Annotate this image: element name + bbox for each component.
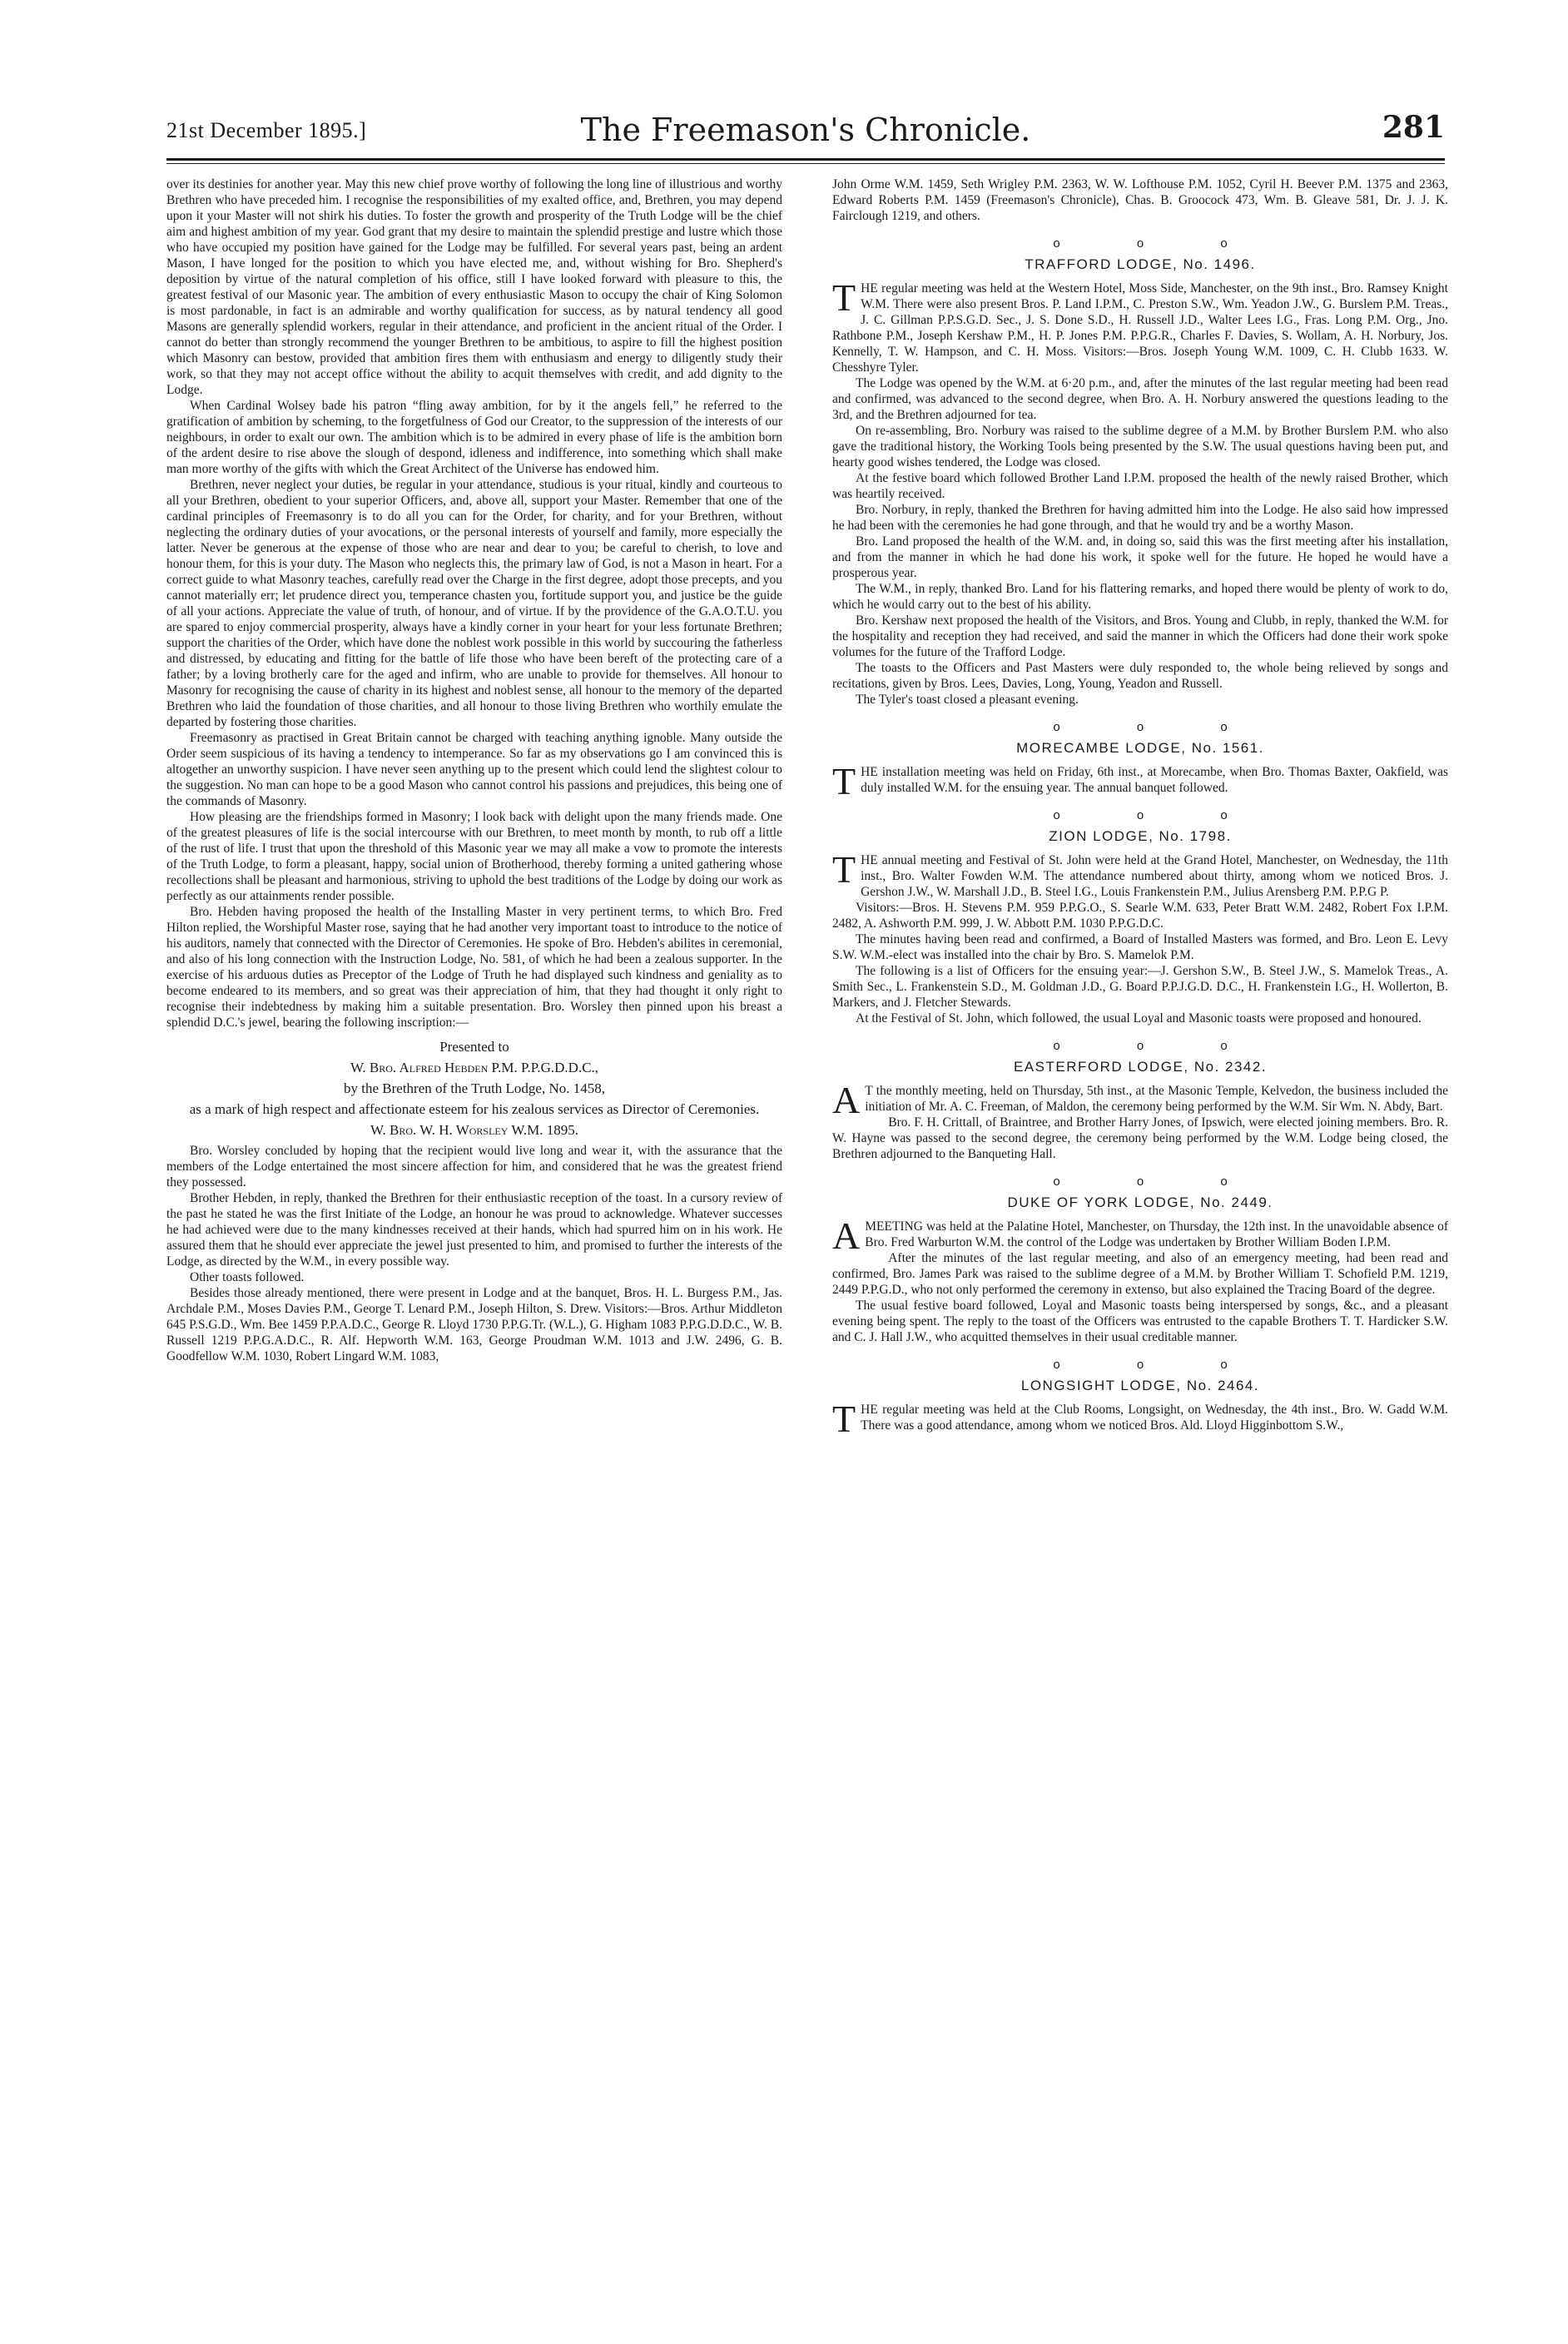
paragraph: When Cardinal Wolsey bade his patron “fling away ambition, for by it the angels fell,” he referred to the gratification of ambition by scheming, to the forgetfulness of God our Creator, to the suppression of the interests of our neighbours, in order to exalt our own. The ambition which is to be admired in every phase of life is the ambition born of the ardent desire to rise above the slough of despond, idleness and indifference, into something which shall make man more worthy of the gifts with which the Great Architect of the Universe has endowed him. xyxy=(166,399,782,476)
lodge-heading: DUKE OF YORK LODGE, No. 2449. xyxy=(1007,1194,1273,1210)
inscription-line: as a mark of high respect and affectionate esteem for his zealous services as Director of Ceremonies. xyxy=(189,1101,760,1117)
lodge-heading: ZION LODGE, No. 1798. xyxy=(1049,828,1232,844)
paragraph: over its destinies for another year. May this new chief prove worthy of following the long line of illustrious and worthy Brethren who have preceded him. I recognise the responsibilities of my exalted office, and, Brethren, you may depend upon it your Master will not shirk his duties. To foster the growth and prosperity of the Truth Lodge will be the chief aim and highest ambition of my year. God grant that my desire to maintain the splendid prestige and lustre which those who have occupied my position have gained for the Lodge may be fulfilled. For several years past, being an ardent Mason, I have longed for the position to which you have elected me, and, without wishing for Bro. Shepherd's deposition by virtue of the natural completion of his office, still I have looked forward with pleasure to this, the greatest festival of our Masonic year. The ambition of every enthusiastic Mason to occupy the chair of King Solomon is most pardonable, in fact is an admirable and worthy qualification for success, as by natural tendency all good Masons are generally splendid workers, regular in their attendance, and proficient in the ancient ritual of the Order. I cannot do better than strongly recommend the younger Brethren to be ambitious, to aspire to fill the highest position which Masonry can bestow, provided that ambition fires them with enthusiasm and energy to diligently study their work, so that they may not accept office without the ability to acquit themselves with credit, and add dignity to the Lodge. xyxy=(166,177,782,397)
paragraph: Bro. Hebden having proposed the health of the Installing Master in very pertinent terms, to which Bro. Fred Hilton replied, the Worshipful Master rose, saying that he had another very important toast to introduce to the notice of his auditors, namely that connected with the Director of Ceremonies. He spoke of Bro. Hebden's abilites in ceremonial, and also of his long connection with the Instruction Lodge, No. 581, of which he had been a zealous supporter. In the exercise of his arduous duties as Preceptor of the Lodge of Truth he had displayed such kindness and geniality as to become endeared to its members, and so great was their appreciation of him, that they had thought it only right to recognise their indebtedness by making him a suitable presentation. Bro. Worsley then pinned upon his breast a splendid D.C.'s jewel, bearing the following inscription:— xyxy=(166,905,782,1030)
paragraph: Other toasts followed. xyxy=(190,1270,305,1284)
inscription-line: W. Bro. W. H. Worsley W.M. 1895. xyxy=(370,1122,578,1138)
section-separator: o o o xyxy=(1053,1358,1264,1372)
paragraph-text: HE regular meeting was held at the Club Rooms, Longsight, on Wednesday, the 4th inst., Bro. W. Gadd W.M. There was a good attendance, among whom we noticed Bros. Ald. Lloyd Higginbottom S.W., xyxy=(861,1403,1448,1433)
paragraph-text: HE regular meeting was held at the Western Hotel, Moss Side, Manchester, on the 9th inst., Bro. Ramsey Knight W.M. There were also present Bros. P. Land I.P.M., C. Preston S.W., Wm. Yeadon J.W., G. Burslem P.M. Treas., J. C. Gillman P.P.S.G.D. Sec., J. S. Done S.D., H. Russell J.D., Walter Lees I.G., Fras. Long P.M. Org., Jno. Rathbone P.M., Joseph Kershaw P.M., H. P. Jones P.M. P.P.G.R., Charles F. Davies, S. Wollam, A. H. Norbury, Jos. Kennelly, T. W. Hampson, and C. H. Moss. Visitors:—Bros. Joseph Young W.M. 1009, C. H. Clubb 1633. W. Chesshyre Tyler. xyxy=(832,281,1448,375)
drop-cap: A xyxy=(832,1079,861,1121)
paragraph: How pleasing are the friendships formed in Masonry; I look back with delight upon the many friends made. One of the greatest pleasures of life is the social intercourse with our Brethren, to meet month by month, to rub off a little of the rust of life. I trust that upon the threshold of this Masonic year we may all make a vow to promote the interests of the Truth Lodge, to form a pleasant, happy, social union of Brotherhood, thereby forming a united gathering whose recollections shall be pleasant and harmonious, striving to uphold the best traditions of the Lodge by doing our work as perfectly as our attainments render possible. xyxy=(166,810,782,903)
jewel-inscription xyxy=(166,1039,782,1138)
paragraph: John Orme W.M. 1459, Seth Wrigley P.M. 2363, W. W. Lofthouse P.M. 1052, Cyril H. Beever P.M. 1375 and 2363, Edward Roberts P.M. 1459 (Freemason's Chronicle), Chas. B. Groocock 473, Wm. B. Gleave 581, Dr. J. J. K. Fairclough 1219, and others. xyxy=(832,177,1448,223)
paragraph: The Tyler's toast closed a pleasant evening. xyxy=(856,693,1079,707)
paragraph: On re-assembling, Bro. Norbury was raised to the sublime degree of a M.M. by Brother Burslem P.M. who also gave the traditional history, the Working Tools being presented by the S.W. The usual questions having been put, and hearty good wishes tendered, the Lodge was closed. xyxy=(832,424,1448,469)
paragraph: The following is a list of Officers for the ensuing year:—J. Gershon S.W., B. Steel J.W., S. Mamelok Treas., A. Smith Sec., L. Frankenstein S.D., M. Goldman J.D., G. Board P.P.J.G.D. D.C., H. Frankenstein I.G., H. Wollerton, B. Markers, and J. Fletcher Stewards. xyxy=(832,964,1448,1010)
paragraph xyxy=(832,276,1448,375)
paragraph: The W.M., in reply, thanked Bro. Land for his flattering remarks, and hoped there would be plenty of work to do, which he would carry out to the best of his ability. xyxy=(832,582,1448,612)
header-rule-thick xyxy=(166,158,1445,161)
paragraph xyxy=(832,1079,1448,1121)
paragraph: Brother Hebden, in reply, thanked the Brethren for their enthusiastic reception of the toast. In a cursory review of the past he stated he was the first Initiate of the Lodge, an honour he was proud to acknowledge. Whatever successes he had achieved were due to the many kindnesses received at their hands, which had spurred him on in his work. He assured them that he should ever appreciate the jewel just presented to him, and promised to further the interests of the Lodge, as directed by the W.M., in every possible way. xyxy=(166,1191,782,1269)
section-separator: o o o xyxy=(1053,720,1264,734)
header-rule-thin xyxy=(166,163,1445,164)
lodge-heading: LONGSIGHT LODGE, No. 2464. xyxy=(1020,1378,1260,1393)
paragraph: Bro. Norbury, in reply, thanked the Brethren for having admitted him into the Lodge. He also said how impressed he had been with the ceremonies he had gone through, and that he would try and be a worthy Mason. xyxy=(832,503,1448,533)
paragraph: The toasts to the Officers and Past Masters were duly responded to, the whole being relieved by songs and recitations, given by Bros. Lees, Davies, Long, Young, Yeadon and Russell. xyxy=(832,661,1448,691)
paragraph: After the minutes of the last regular meeting, and also of an emergency meeting, had been read and confirmed, Bro. James Park was raised to the sublime degree of a M.M. by Brother William T. Schofield P.M. 1219, 2449 P.P.G.D., who not only performed the ceremony in extenso, but also explained the Tracing Board of the degree. xyxy=(832,1251,1448,1297)
section-separator: o o o xyxy=(1053,1039,1264,1053)
lodge-heading: TRAFFORD LODGE, No. 1496. xyxy=(1025,256,1256,272)
section-separator: o o o xyxy=(1053,1174,1264,1189)
paragraph-text: T the monthly meeting, held on Thursday, 5th inst., at the Masonic Temple, Kelvedon, the business included the initiation of Mr. A. C. Freeman, of Maldon, the ceremony being performed by the W.M. Sir Wm. N. Abdy, Bart. xyxy=(865,1084,1448,1114)
paragraph-text: MEETING was held at the Palatine Hotel, Manchester, on Thursday, the 12th inst. In the unavoidable absence of Bro. Fred Warburton W.M. the control of the Lodge was undertaken by Brother William Boden I.P.M. xyxy=(865,1219,1448,1249)
paragraph: Visitors:—Bros. H. Stevens P.M. 959 P.P.G.O., S. Searle W.M. 633, Peter Bratt W.M. 2482, Robert Fox I.P.M. 2482, A. Ashworth P.M. 999, J. W. Abbott P.M. 1030 P.P.G.D.C. xyxy=(832,901,1448,931)
page-number: 281 xyxy=(1382,110,1445,145)
paragraph: The Lodge was opened by the W.M. at 6·20 p.m., and, after the minutes of the last regular meeting had been read and confirmed, was advanced to the second degree, when Bro. A. H. Norbury answered the questions leading to the 3rd, and the Brethren adjourned for tea. xyxy=(832,376,1448,422)
paragraph: Bro. Kershaw next proposed the health of the Visitors, and Bros. Young and Clubb, in reply, thanked the W.M. for the hospitality and reception they had received, and said the manner in which the Officers had done their work spoke volumes for the future of the Trafford Lodge. xyxy=(832,613,1448,659)
paragraph xyxy=(832,760,1448,802)
inscription-line: Presented to xyxy=(439,1039,509,1055)
paragraph: Bro. Worsley concluded by hoping that the recipient would live long and wear it, with the assurance that the members of the Lodge entertained the most sincere affection for him, and considered that he was the greatest friend they possessed. xyxy=(166,1144,782,1189)
inscription-line: W. Bro. Alfred Hebden P.M. P.P.G.D.D.C., xyxy=(350,1060,599,1075)
drop-cap: A xyxy=(832,1214,861,1257)
drop-cap: T xyxy=(832,276,856,319)
paragraph xyxy=(832,1398,1448,1440)
paragraph: Bro. Land proposed the health of the W.M. and, in doing so, said this was the first meeting after his installation, and from the manner in which he had done his work, it spoke well for the future. He hoped he would have a prosperous year. xyxy=(832,534,1448,580)
paragraph: The minutes having been read and confirmed, a Board of Installed Masters was formed, and Bro. Leon E. Levy S.W. W.M.-elect was installed into the chair by Bro. S. Mamelok P.M. xyxy=(832,932,1448,962)
drop-cap: T xyxy=(832,1398,856,1440)
right-column xyxy=(832,176,1448,2324)
section-separator: o o o xyxy=(1053,236,1264,251)
left-column xyxy=(166,176,782,2324)
section-separator: o o o xyxy=(1053,808,1264,822)
publication-title: The Freemason's Chronicle. xyxy=(580,112,1031,148)
paragraph: At the Festival of St. John, which followed, the usual Loyal and Masonic toasts were proposed and honoured. xyxy=(856,1011,1422,1026)
issue-date: 21st December 1895.] xyxy=(166,118,367,142)
lodge-heading: MORECAMBE LODGE, No. 1561. xyxy=(1016,740,1264,756)
paragraph: Freemasonry as practised in Great Britain cannot be charged with teaching anything ignoble. Many outside the Order seem suspicious of its having a tendency to intemperance. So far as my observations go I am convinced this is altogether an unworthy suspicion. I have never seen anything up to the present which could lend the slightest colour to the suggestion. No man can hope to be a good Mason who cannot control his passions and prejudices, this being one of the commands of Masonry. xyxy=(166,731,782,808)
masthead xyxy=(166,110,1445,156)
paragraph: Bro. F. H. Crittall, of Braintree, and Brother Harry Jones, of Ipswich, were elected joining members. Bro. R. W. Hayne was passed to the second degree, the ceremony being performed by the W.M. Lodge being closed, the Brethren adjourned to the Banqueting Hall. xyxy=(832,1115,1448,1161)
paragraph: The usual festive board followed, Loyal and Masonic toasts being interspersed by songs, &c., and a pleasant evening being spent. The reply to the toast of the Officers was entrusted to the capable Brothers T. T. Hardicker S.W. and C. J. Hall J.W., who acquitted themselves in their usual creditable manner. xyxy=(832,1299,1448,1344)
paragraph xyxy=(832,1214,1448,1257)
lodge-heading: EASTERFORD LODGE, No. 2342. xyxy=(1013,1059,1268,1075)
paragraph: Besides those already mentioned, there were present in Lodge and at the banquet, Bros. H. L. Burgess P.M., Jas. Archdale P.M., Moses Davies P.M., George T. Lenard P.M., Joseph Hilton, S. Drew. Visitors:—Bros. Arthur Middleton 645 P.S.G.D., Wm. Bee 1459 P.P.A.D.C., George R. Lloyd 1730 P.P.G.Tr. (W.L.), G. Higham 1083 P.P.G.D.D.C., W. B. Russell 1219 P.P.G.A.D.C., R. Alf. Hepworth W.M. 163, George Proudman W.M. 1013 and J.W. 2496, G. B. Goodfellow W.M. 1030, Robert Lingard W.M. 1083, xyxy=(166,1286,782,1363)
drop-cap: T xyxy=(832,848,856,891)
inscription-line: by the Brethren of the Truth Lodge, No. 1458, xyxy=(344,1080,605,1096)
drop-cap: T xyxy=(832,760,856,802)
paragraph: Brethren, never neglect your duties, be regular in your attendance, studious is your ritual, kindly and courteous to all your Brethren, obedient to your superior Officers, and, above all, support your Master. Remember that one of the cardinal principles of Freemasonry is to do all you can for the Order, for charity, and for your Brethren, without neglecting the ordinary duties of your avocations, or the personal interests of yourself and family, more especially the latter. Never be generous at the expense of those who are near and dear to you; be careful to cherish, to love and honour them, for this is your duty. The Mason who neglects this, the primary law of God, is not a Mason in heart. For a correct guide to what Masonry teaches, carefully read over the Charge in the first degree, adopt those precepts, and you cannot materially err; let prudence direct you, temperance chasten you, fortitude support you, and justice be the guide of all your actions. Appreciate the value of truth, of honour, and of virtue. If by the providence of the G.A.O.T.U. you are spared to enjoy commercial prosperity, always have a kindly corner in your heart for your less fortunate Brethren; support the charities of the Order, which have done the noblest work possible in this world by succouring the fatherless and distressed, by educating and fitting for the battle of life those who have been bereft of the protecting care of a father; by a loving brotherly care for the aged and infirm, who are unable to provide for themselves. All honour to Masonry for recognising the cause of charity in its highest and noblest sense, all honour to the memory of the departed Brethren who laid the foundation of those charities, and all honour to those living Brethren who worthily emulate the departed by fostering those charities. xyxy=(166,478,782,729)
paragraph-text: HE installation meeting was held on Friday, 6th inst., at Morecambe, when Bro. Thomas Baxter, Oakfield, was duly installed W.M. for the ensuing year. The annual banquet followed. xyxy=(861,765,1448,795)
paragraph xyxy=(832,848,1448,900)
paragraph-text: HE annual meeting and Festival of St. John were held at the Grand Hotel, Manchester, on Wednesday, the 11th inst., Bro. Walter Fowden W.M. The attendance numbered about thirty, among whom we noticed Bros. J. Gershon J.W., W. Marshall J.D., B. Steel I.G., Louis Frankenstein P.M., Julius Arensberg P.M. P.P.G P. xyxy=(861,853,1448,899)
paragraph: At the festive board which followed Brother Land I.P.M. proposed the health of the newly raised Brother, which was heartily received. xyxy=(832,471,1448,501)
